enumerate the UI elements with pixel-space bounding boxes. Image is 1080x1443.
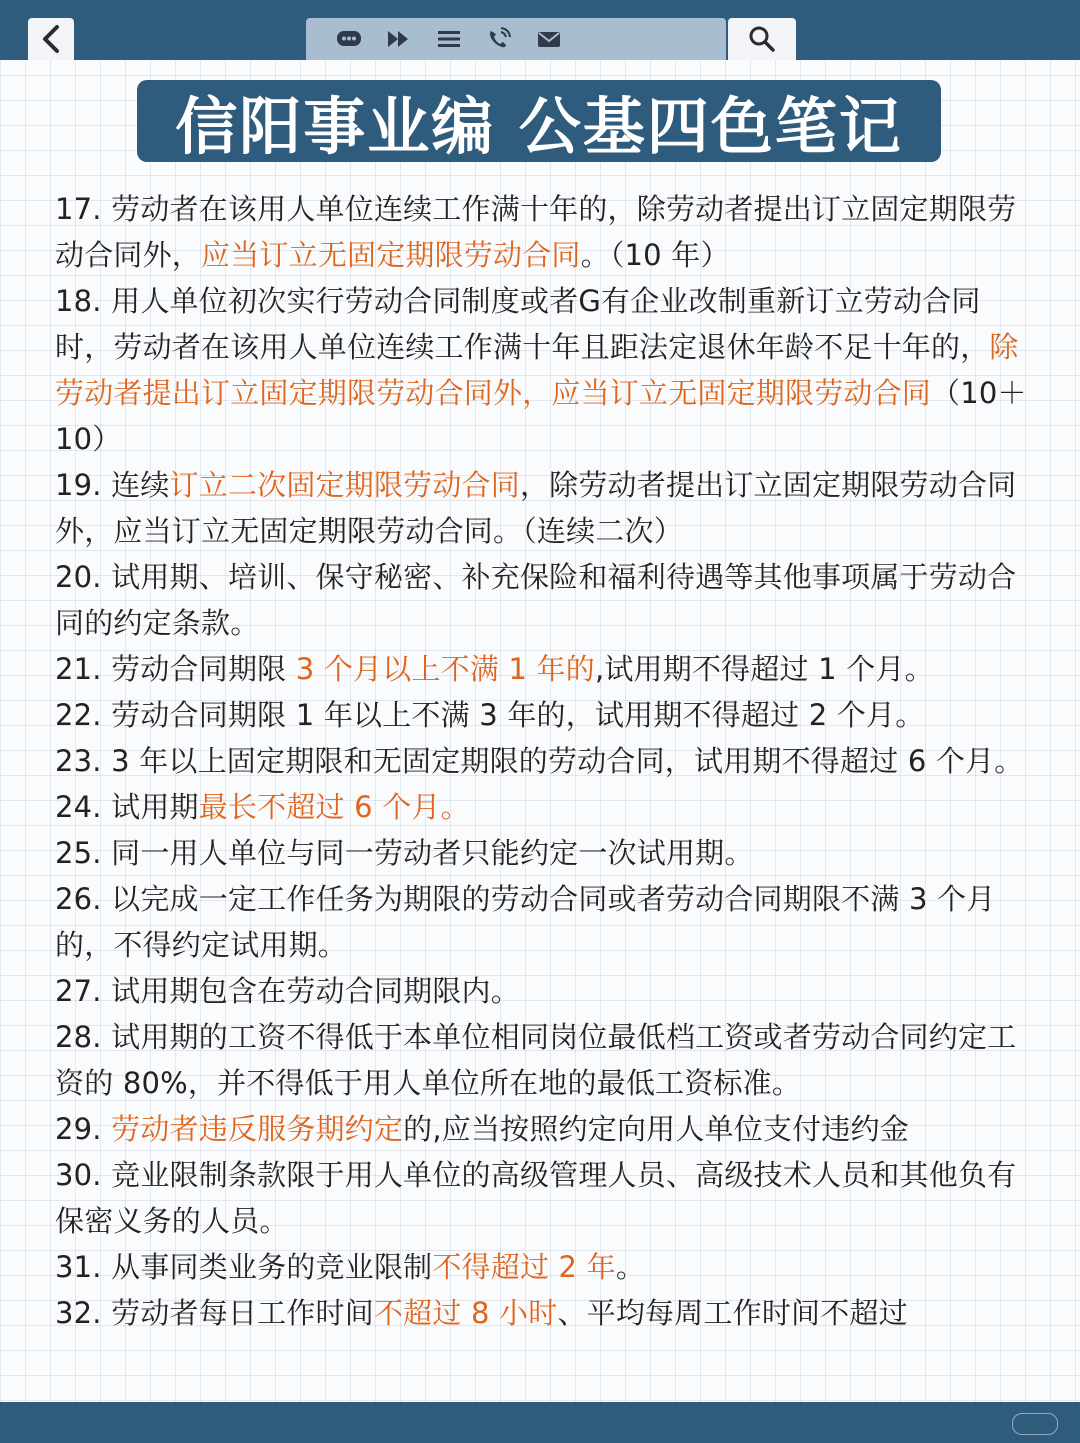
note-text: （10＋10） (55, 376, 1027, 456)
note-text: 29. (55, 1112, 112, 1146)
note-highlight: 3 个月以上不满 1 年的 (295, 652, 595, 686)
page-title: 信阳事业编 公基四色笔记 (175, 89, 903, 163)
note-item (55, 186, 1030, 278)
title-banner (137, 80, 941, 162)
back-button[interactable] (28, 18, 74, 60)
note-item (55, 554, 1030, 646)
bottom-bar (0, 1402, 1080, 1443)
fast-forward-icon[interactable] (384, 24, 414, 54)
note-highlight: 除劳动者提出订立固定期限劳动合同外，应当订立无固定期限劳动合同 (55, 330, 1019, 410)
note-item (55, 462, 1030, 554)
note-item (55, 646, 1030, 692)
note-text: 22. 劳动合同期限 1 年以上不满 3 年的，试用期不得超过 2 个月。 (55, 698, 925, 732)
notes-content (55, 186, 1030, 1336)
note-text: 、平均每周工作时间不超过 (557, 1296, 908, 1330)
note-text: 24. 试用期 (55, 790, 199, 824)
note-item (55, 1106, 1030, 1152)
note-item (55, 968, 1030, 1014)
note-text: 31. 从事同类业务的竞业限制 (55, 1250, 433, 1284)
note-item (55, 784, 1030, 830)
list-icon[interactable] (434, 24, 464, 54)
note-item (55, 1014, 1030, 1106)
note-text: 26. 以完成一定工作任务为期限的劳动合同或者劳动合同期限不满 3 个月的，不得约定试用期。 (55, 882, 996, 962)
search-button[interactable] (728, 18, 796, 60)
watermark-logo (1012, 1413, 1058, 1435)
note-text: 28. 试用期的工资不得低于本单位相同岗位最低档工资或者劳动合同约定工资的 80%，并不得低于用人单位所在地的最低工资标准。 (55, 1020, 1017, 1100)
note-highlight: 应当订立无固定期限劳动合同 (201, 238, 581, 272)
note-text: 18. 用人单位初次实行劳动合同制度或者G有企业改制重新订立劳动合同时，劳动者在该用人单位连续工作满十年且距法定退休年龄不足十年的， (55, 284, 990, 364)
note-text: 。（10 年） (580, 238, 730, 272)
note-text: ，除劳动者提出订立固定期限劳动合同外，应当订立无固定期限劳动合同。（连续二次） (55, 468, 1017, 548)
note-text: 23. 3 年以上固定期限和无固定期限的劳动合同，试用期不得超过 6 个月。 (55, 744, 1024, 778)
note-text: 20. 试用期、培训、保守秘密、补充保险和福利待遇等其他事项属于劳动合同的约定条款。 (55, 560, 1017, 640)
note-item (55, 830, 1030, 876)
note-text: 27. 试用期包含在劳动合同期限内。 (55, 974, 520, 1008)
note-item (55, 876, 1030, 968)
note-text: 17. 劳动者在该用人单位连续工作满十年的，除劳动者提出订立固定期限劳动合同外， (55, 192, 1017, 272)
note-text: ,试用期不得超过 1 个月。 (594, 652, 934, 686)
note-highlight: 不超过 8 小时 (373, 1296, 558, 1330)
note-text: 。 (615, 1250, 646, 1284)
note-text: 21. 劳动合同期限 (55, 652, 296, 686)
note-item (55, 1152, 1030, 1244)
note-item (55, 278, 1030, 462)
note-highlight: 最长不超过 6 个月。 (198, 790, 470, 824)
phone-icon[interactable] (484, 24, 514, 54)
note-text: 30. 竞业限制条款限于用人单位的高级管理人员、高级技术人员和其他负有保密义务的人员。 (55, 1158, 1017, 1238)
note-highlight: 订立二次固定期限劳动合同 (169, 468, 520, 502)
note-highlight: 不得超过 2 年 (432, 1250, 616, 1284)
note-text: 19. 连续 (55, 468, 170, 502)
note-text: 的,应当按照约定向用人单位支付违约金 (403, 1112, 909, 1146)
note-text: 32. 劳动者每日工作时间 (55, 1296, 374, 1330)
note-text: 25. 同一用人单位与同一劳动者只能约定一次试用期。 (55, 836, 754, 870)
note-item (55, 738, 1030, 784)
note-item (55, 692, 1030, 738)
search-icon (747, 24, 777, 54)
note-highlight: 劳动者违反服务期约定 (111, 1112, 404, 1146)
mail-icon[interactable] (534, 24, 564, 54)
chevron-left-icon (39, 24, 63, 54)
chat-bubble-icon[interactable] (334, 24, 364, 54)
toolbar (306, 18, 726, 60)
note-item (55, 1244, 1030, 1290)
note-item (55, 1290, 1030, 1336)
